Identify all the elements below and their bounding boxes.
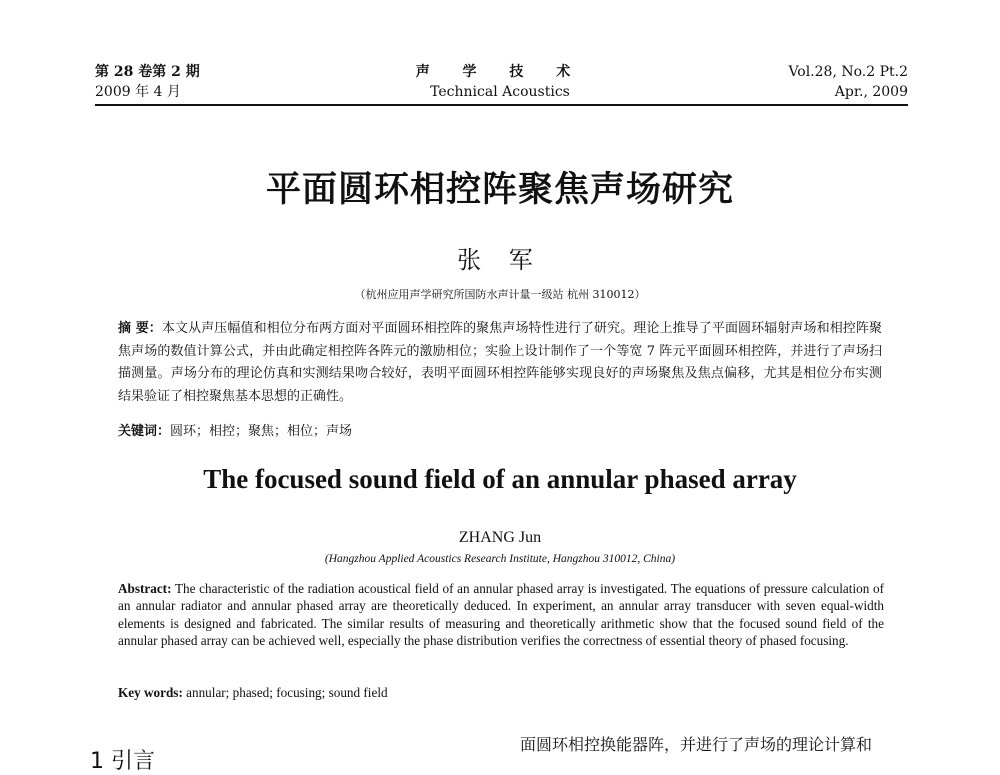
keywords-en-label: Key words: [118, 685, 183, 700]
header-journal-cn: 声 学 技 术 [415, 64, 585, 80]
paper-title-cn: 平面圆环相控阵聚焦声场研究 [265, 170, 734, 210]
author-cn: 张 军 [457, 246, 543, 274]
header-date-cn: 2009 年 4 月 [95, 84, 181, 100]
header-journal-en: Technical Acoustics [430, 84, 570, 100]
keywords-cn-text: 圆环；相控；聚焦；相位；声场 [170, 424, 353, 439]
body-text-right-column: 面圆环相控换能器阵，并进行了声场的理论计算和 [520, 735, 873, 754]
author-en: ZHANG Jun [458, 529, 542, 546]
keywords-cn-label: 关键词： [118, 424, 171, 439]
abstract-cn [118, 318, 882, 408]
keywords-cn [118, 420, 352, 439]
header-volume-cn: 第 28 卷第 2 期 [95, 64, 200, 80]
abstract-en [118, 580, 884, 650]
abstract-en-text: The characteristic of the radiation acoustical field of an annular phased array is investigated. The equations of pressure calculation of an annular radiator and annular phased array are theoretically deduced. In experiment, an annular array transducer with seven equal-width elements is designed and fabricated. The similar results of measuring and theoretically arithmetic show that the focused sound field of the annular phased array can be achieved well, especially the phase distribution verifies the correctness of essential theory of phased focusing. [118, 581, 884, 649]
paper-title-en: The focused sound field of an annular phased array [203, 464, 797, 494]
header-issue-block [788, 62, 908, 102]
header-date-en: Apr., 2009 [834, 84, 908, 100]
section-heading: 1 引言 [90, 749, 155, 774]
keywords-en-text: annular; phased; focusing; sound field [186, 685, 388, 700]
header-volume-en: Vol.28, No.2 Pt.2 [788, 64, 908, 80]
affiliation-en: (Hangzhou Applied Acoustics Research Institute, Hangzhou 310012, China) [324, 553, 676, 565]
header-rule [95, 104, 908, 106]
abstract-en-label: Abstract: [118, 581, 172, 596]
abstract-cn-label: 摘 要： [118, 321, 162, 336]
abstract-cn-text: 本文从声压幅值和相位分布两方面对平面圆环相控阵的聚焦声场特性进行了研究。理论上推导了平面圆环辐射声场和相控阵聚焦声场的数值计算公式，并由此确定相控阵各阵元的激励相位；实验上设计制作了一个等宽 7 阵元平面圆环相控阵，并进行了声场扫描测量。声场分布的理论仿真和实测结果吻合较好，表明平面圆环相控阵能够实现良好的声场聚焦及焦点偏移，尤其是相位分布实测结果验证了相控聚焦基本思想的正确性。 [118, 321, 882, 404]
keywords-en [118, 685, 388, 701]
affiliation-cn: （杭州应用声学研究所国防水声计量一级站 杭州 310012） [354, 288, 646, 301]
